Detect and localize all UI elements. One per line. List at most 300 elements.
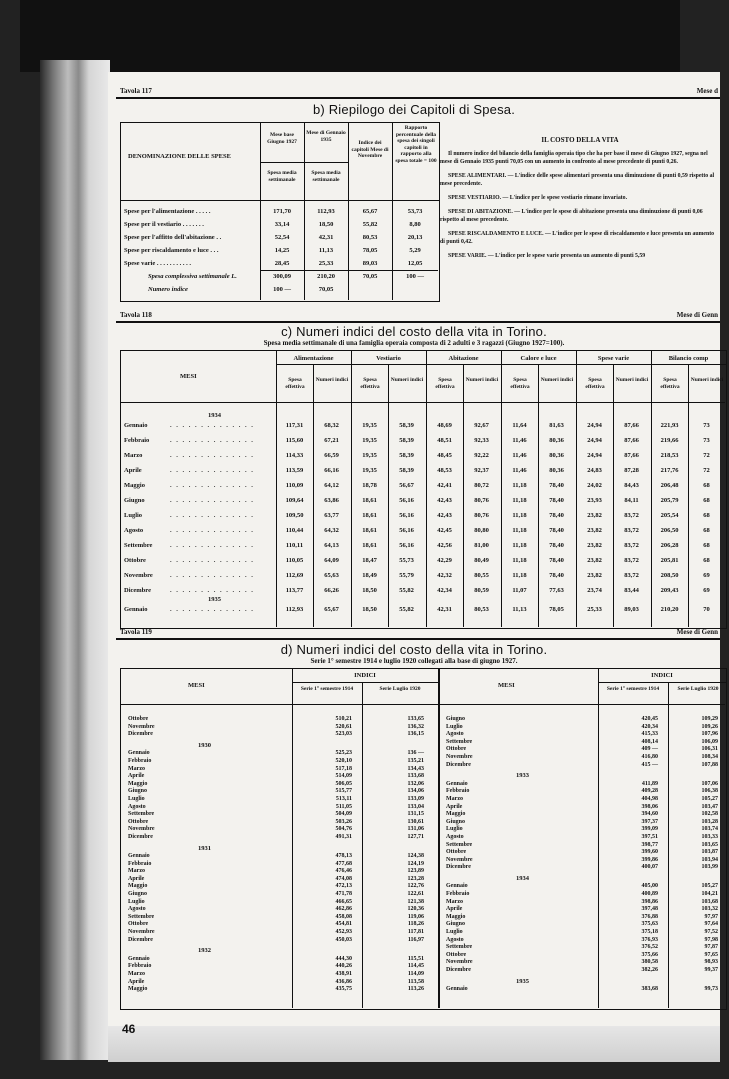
cell-numeri: 69 xyxy=(703,587,710,594)
cell-serie-1914: 376,88 xyxy=(641,913,658,920)
cell-numeri: 58,39 xyxy=(399,437,414,444)
row-month: Febbraio xyxy=(128,757,152,764)
cell-spesa: 19,35 xyxy=(362,452,377,459)
cell-numeri: 66,26 xyxy=(324,587,339,594)
row-month: Novembre xyxy=(128,929,155,935)
cell-spesa: 23,82 xyxy=(587,557,602,564)
cell-numeri: 78,40 xyxy=(549,542,564,549)
cell-numeri: 80,36 xyxy=(549,437,564,444)
cell-numeri: 56,16 xyxy=(399,497,414,504)
paragraph: Il numero indice del bilancio della famiglia operaia tipo che ha per base il mese di Giugno 1927, segna nel mese di Gennaio 1935 punti 70,05 con un aumento in confronto al mese precedente di punti 0,26. xyxy=(440,151,708,165)
row-month: Maggio xyxy=(124,482,145,489)
row-month: Settembre xyxy=(446,738,473,745)
group-header: Abitazione xyxy=(448,355,479,362)
cell-numeri: 83,72 xyxy=(624,527,639,534)
cell-serie-1914: 520,10 xyxy=(335,757,352,764)
cell-spesa: 209,43 xyxy=(660,587,679,594)
cell-serie-1914: 397,51 xyxy=(641,833,658,840)
cell-serie-1920: 133,04 xyxy=(407,803,424,810)
section-b-title: b) Riepilogo dei Capitoli di Spesa. xyxy=(312,102,516,117)
page-number: 46 xyxy=(122,1022,136,1036)
section-c-rule xyxy=(116,321,720,323)
row-month: Agosto xyxy=(128,906,146,913)
row-month: Settembre xyxy=(446,944,473,951)
cell-spesa: 11,18 xyxy=(512,527,527,534)
cell-spesa: 11,46 xyxy=(512,467,527,474)
cell-spesa: 208,50 xyxy=(660,572,679,579)
cell-numeri: 87,66 xyxy=(624,422,639,429)
cell-serie-1920: 127,71 xyxy=(407,833,424,840)
cell-serie-1920: 98,93 xyxy=(704,959,718,966)
year-label: 1935 xyxy=(516,977,529,985)
cell-serie-1920: 115,51 xyxy=(407,955,424,962)
row-label: Spese per l'alimentazione . . . . . xyxy=(124,208,211,215)
cell-spesa: 109,50 xyxy=(285,512,304,519)
row-month: Gennaio xyxy=(128,853,150,859)
row-month: Ottobre xyxy=(128,818,149,825)
cell-serie-1914: 511,05 xyxy=(335,803,352,810)
cell-numeri: 80,80 xyxy=(474,527,489,534)
cell-serie-1914: 409,28 xyxy=(641,788,658,795)
cell-serie-1914: 506,05 xyxy=(335,780,352,787)
cell-serie-1914: 476,46 xyxy=(335,868,352,875)
cell-serie-1914: 420,45 xyxy=(641,716,658,722)
cell-base: 14,25 xyxy=(274,247,290,254)
section-d-sub-rule xyxy=(598,682,726,683)
row-month: Novembre xyxy=(128,723,155,730)
cell-spesa: 23,74 xyxy=(587,587,602,594)
row-month: Giugno xyxy=(446,716,466,722)
col-indici-right: INDICI xyxy=(651,672,673,679)
cell-serie-1914: 399,09 xyxy=(641,826,658,833)
row-month: Gennaio xyxy=(124,422,148,429)
cell-spesa: 205,81 xyxy=(660,557,679,564)
cell-numeri: 68 xyxy=(703,512,710,519)
cell-numeri: 58,39 xyxy=(399,452,414,459)
row-month: Febbraio xyxy=(128,963,152,970)
row-month: Luglio xyxy=(446,826,463,833)
cell-serie-1920: 97,65 xyxy=(704,951,718,958)
cell-serie-1914: 471,78 xyxy=(335,891,352,897)
row-month: Luglio xyxy=(446,929,463,935)
cell-serie-1914: 515,77 xyxy=(335,788,352,795)
row-leader-dots: . . . . . . . . . . . . . . xyxy=(170,542,255,549)
row-month: Maggio xyxy=(128,780,148,787)
cell-spesa: 11,46 xyxy=(512,452,527,459)
cell-spesa: 19,35 xyxy=(362,422,377,429)
cell-numeri: 81,63 xyxy=(549,422,564,429)
cell-spesa: 210,20 xyxy=(660,606,679,613)
cell-spesa: 11,46 xyxy=(512,437,527,444)
cell-serie-1920: 118,26 xyxy=(407,921,424,928)
cell-serie-1914: 440,26 xyxy=(335,963,352,970)
cell-rapporto: 20,13 xyxy=(407,234,423,241)
row-leader-dots: . . . . . . . . . . . . . . xyxy=(170,606,255,613)
cell-numeri: 56,16 xyxy=(399,542,414,549)
cell-serie-1914: 376,93 xyxy=(641,936,658,943)
cell-rapporto: 12,05 xyxy=(407,260,423,267)
cell-spesa: 206,50 xyxy=(660,527,679,534)
cell-rapporto: 8,80 xyxy=(409,221,421,228)
row-leader-dots: . . . . . . . . . . . . . . xyxy=(170,452,255,459)
cell-numeri: 69 xyxy=(703,572,710,579)
cell-numeri: 58,39 xyxy=(399,422,414,429)
row-month: Febbraio xyxy=(124,437,150,444)
cell-spesa: 42,45 xyxy=(437,527,452,534)
section-b-sub-rule xyxy=(260,162,348,163)
section-d-rule xyxy=(116,638,720,640)
cell-serie-1914: 416,80 xyxy=(641,754,658,760)
cell-serie-1920: 122,76 xyxy=(407,883,424,890)
cell-serie-1914: 400,89 xyxy=(641,891,658,897)
sub-header-numeri: Numeri indici xyxy=(315,377,349,383)
col-denominazione: DENOMINAZIONE DELLE SPESE xyxy=(128,153,231,160)
cell-serie-1920: 102,58 xyxy=(701,811,718,818)
table-number-117: Tavola 117 xyxy=(120,87,152,95)
table-number-118: Tavola 118 xyxy=(120,311,152,319)
cell-spesa: 11,18 xyxy=(512,512,527,519)
cell-spesa: 11,18 xyxy=(512,572,527,579)
cell-numeri: 78,05 xyxy=(549,606,564,613)
cell-serie-1920: 105,27 xyxy=(701,795,718,802)
cell-spesa: 218,53 xyxy=(660,452,679,459)
cell-spesa: 11,18 xyxy=(512,557,527,564)
cell-spesa: 23,82 xyxy=(587,512,602,519)
col-serie-1920-right: Serie Luglio 1920 xyxy=(677,686,719,692)
group-header: Alimentazione xyxy=(293,355,334,362)
cell-serie-1914: 398,06 xyxy=(641,803,658,810)
paragraph: SPESE VESTIARIO. — L'indice per le spese vestiario rimane invariato. xyxy=(448,195,628,201)
cell-mese: 25,33 xyxy=(318,260,334,267)
cell-serie-1920: 106,09 xyxy=(701,738,718,745)
section-d-header-rule xyxy=(120,704,725,705)
cell-numeri: 80,36 xyxy=(549,452,564,459)
row-month: Novembre xyxy=(446,754,473,760)
cell-spesa: 48,53 xyxy=(437,467,452,474)
section-d-center-divider xyxy=(438,668,440,1008)
sub-header-spesa: Spesa effettiva xyxy=(285,377,305,390)
header-rule xyxy=(116,97,720,99)
cell-serie-1914: 397,48 xyxy=(641,906,658,913)
cell-serie-1914: 383,68 xyxy=(641,986,658,993)
row-month: Settembre xyxy=(446,841,473,848)
cell-spesa: 11,18 xyxy=(512,497,527,504)
cell-serie-1914: 450,03 xyxy=(335,936,352,943)
cell-numeri: 68 xyxy=(703,557,710,564)
row-month: Ottobre xyxy=(128,716,149,722)
row-month: Novembre xyxy=(446,959,473,966)
cell-spesa: 11,07 xyxy=(512,587,527,594)
cell-serie-1914: 466,65 xyxy=(335,898,352,905)
row-month: Aprile xyxy=(446,906,463,913)
cell-serie-1920: 114,09 xyxy=(407,970,424,977)
row-month: Aprile xyxy=(446,803,463,810)
cell-serie-1914: 405,00 xyxy=(641,883,658,890)
cell-spesa: 110,09 xyxy=(285,482,304,489)
cell-serie-1920: 97,98 xyxy=(704,936,718,943)
cell-serie-1920: 105,27 xyxy=(701,883,718,890)
row-month: Aprile xyxy=(124,467,142,474)
cell-serie-1920: 136,15 xyxy=(407,731,424,738)
cell-spesa: 18,49 xyxy=(362,572,377,579)
cell-serie-1914: 454,81 xyxy=(335,921,352,928)
cell-numeri: 78,40 xyxy=(549,557,564,564)
cell-numeri: 68,32 xyxy=(324,422,339,429)
group-header: Calore e luce xyxy=(520,355,557,362)
row-month: Dicembre xyxy=(128,936,153,943)
cell-serie-1920: 132,06 xyxy=(407,780,424,787)
cell-serie-1914: 420,34 xyxy=(641,723,658,730)
cell-serie-1920: 104,21 xyxy=(701,891,718,897)
cell-spesa: 113,77 xyxy=(285,587,304,594)
sub-header-numeri: Numeri indici xyxy=(540,377,574,383)
cell-numeri: 84,11 xyxy=(624,497,639,504)
cell-serie-1914: 462,86 xyxy=(335,906,352,913)
cell-spesa: 42,41 xyxy=(437,482,452,489)
cell-spesa: 18,50 xyxy=(362,587,377,594)
row-month: Maggio xyxy=(128,986,148,993)
cell-numeri: 92,33 xyxy=(474,437,489,444)
cell-spesa: 25,33 xyxy=(587,606,602,613)
cell-serie-1914: 513,11 xyxy=(335,795,352,802)
row-leader-dots: . . . . . . . . . . . . . . xyxy=(170,572,255,579)
cell-numeri: 78,40 xyxy=(549,482,564,489)
cell-rapporto: 100 — xyxy=(406,273,424,280)
cell-serie-1920: 103,33 xyxy=(701,833,718,840)
cell-numeri: 87,28 xyxy=(624,467,639,474)
cell-spesa: 23,82 xyxy=(587,527,602,534)
cell-spesa: 205,79 xyxy=(660,497,679,504)
cell-serie-1914: 474,08 xyxy=(335,875,352,882)
sub-header-spesa: Spesa effettiva xyxy=(510,377,530,390)
top-dark-band xyxy=(20,0,680,72)
cell-mese: 11,13 xyxy=(318,247,334,254)
cell-spesa: 42,31 xyxy=(437,606,452,613)
col-mese-gennaio: Mese di Gennaio 1935 xyxy=(306,130,346,143)
cell-spesa: 23,93 xyxy=(587,497,602,504)
row-month: Giugno xyxy=(446,818,466,825)
cell-numeri: 72 xyxy=(703,452,710,459)
cell-numeri: 73 xyxy=(703,422,710,429)
cell-serie-1920: 99,73 xyxy=(704,986,718,993)
cell-spesa: 24,94 xyxy=(587,422,602,429)
cell-numeri: 80,72 xyxy=(474,482,489,489)
row-month: Gennaio xyxy=(128,955,150,962)
cell-serie-1914: 504,09 xyxy=(335,811,352,818)
row-leader-dots: . . . . . . . . . . . . . . xyxy=(170,497,255,504)
cell-serie-1914: 438,91 xyxy=(335,970,352,977)
row-month: Agosto xyxy=(446,833,464,840)
cell-serie-1920: 103,47 xyxy=(701,803,718,810)
sub-header-spesa: Spesa effettiva xyxy=(435,377,455,390)
paragraph: SPESE VARIE. — L'indice per le spese varie presenta un aumento di punti 5,59 xyxy=(448,253,646,259)
cell-serie-1914: 514,09 xyxy=(335,773,352,780)
cell-numeri: 80,59 xyxy=(474,587,489,594)
year-1935-label: 1935 xyxy=(208,596,221,603)
header-right-note: Mese d xyxy=(696,87,718,95)
cell-serie-1920: 103,65 xyxy=(701,841,718,848)
row-month: Dicembre xyxy=(446,761,471,768)
row-month: Settembre xyxy=(124,542,153,549)
cell-serie-1920: 113,58 xyxy=(407,978,424,985)
row-month: Marzo xyxy=(128,868,145,875)
row-month: Marzo xyxy=(446,795,463,802)
cell-serie-1914: 398,77 xyxy=(641,841,658,848)
cell-numeri: 65,67 xyxy=(324,606,339,613)
paragraph: SPESE ALIMENTARI. — L'indice delle spese alimentari presenta una diminuzione di punti 0,59 rispetto al mese precedente. xyxy=(440,173,715,187)
cell-serie-1914: 376,52 xyxy=(641,944,658,951)
sub-header-numeri: Numeri indici xyxy=(615,377,649,383)
cell-serie-1914: 525,23 xyxy=(335,750,352,757)
cell-serie-1914: 394,60 xyxy=(641,811,658,818)
row-month: Gennaio xyxy=(128,750,150,757)
cell-indice: 65,67 xyxy=(362,208,378,215)
cell-numeri: 92,67 xyxy=(474,422,489,429)
cell-rapporto: 5,29 xyxy=(409,247,421,254)
cell-serie-1914: 517,18 xyxy=(335,765,352,772)
cell-spesa: 11,13 xyxy=(512,606,527,613)
cell-spesa: 18,50 xyxy=(362,606,377,613)
cell-serie-1914: 415,33 xyxy=(641,731,658,738)
cell-serie-1914: 477,68 xyxy=(335,860,352,867)
cell-spesa: 23,82 xyxy=(587,572,602,579)
row-leader-dots: . . . . . . . . . . . . . . xyxy=(170,467,255,474)
cell-numeri: 68 xyxy=(703,527,710,534)
cell-spesa: 11,64 xyxy=(512,422,527,429)
row-month: Gennaio xyxy=(124,606,148,613)
paragraph: SPESE RISCALDAMENTO E LUCE. — L'indice per le spese di riscaldamento e luce presenta un aumento di punti 0,42. xyxy=(440,231,715,245)
section-c-title: c) Numeri indici del costo della vita in Torino. xyxy=(281,324,547,339)
cell-numeri: 89,03 xyxy=(624,606,639,613)
cell-numeri: 63,86 xyxy=(324,497,339,504)
cell-numeri: 80,49 xyxy=(474,557,489,564)
cell-serie-1914: 375,63 xyxy=(641,921,658,928)
cell-serie-1914: 404,98 xyxy=(641,795,658,802)
row-month: Luglio xyxy=(128,795,145,802)
year-label: 1932 xyxy=(198,947,211,955)
cell-numeri: 77,63 xyxy=(549,587,564,594)
row-month: Ottobre xyxy=(128,921,149,928)
cell-spesa: 48,45 xyxy=(437,452,452,459)
cell-serie-1914: 409 — xyxy=(641,746,658,753)
cell-serie-1914: 472,13 xyxy=(335,883,352,890)
sub-header-numeri: Numeri indici xyxy=(390,377,424,383)
row-leader-dots: . . . . . . . . . . . . . . xyxy=(170,527,255,534)
row-month: Aprile xyxy=(128,978,145,985)
cell-numeri: 68 xyxy=(703,497,710,504)
cell-indice: 89,03 xyxy=(362,260,378,267)
cell-numeri: 83,72 xyxy=(624,557,639,564)
year-label: 1934 xyxy=(516,874,529,882)
cell-serie-1920: 97,97 xyxy=(704,913,718,920)
row-leader-dots: . . . . . . . . . . . . . . xyxy=(170,512,255,519)
cell-serie-1914: 375,66 xyxy=(641,951,658,958)
row-month: Novembre xyxy=(124,572,153,579)
cell-serie-1914: 380,58 xyxy=(641,959,658,966)
cell-serie-1914: 375,18 xyxy=(641,929,658,935)
cell-numeri: 56,16 xyxy=(399,527,414,534)
cell-numeri: 68 xyxy=(703,542,710,549)
cell-serie-1920: 133,68 xyxy=(407,773,424,780)
row-month: Marzo xyxy=(128,970,145,977)
cell-numeri: 78,40 xyxy=(549,572,564,579)
section-d-col-divider xyxy=(292,668,293,1008)
cell-serie-1914: 510,21 xyxy=(335,716,352,722)
costo-vita-text xyxy=(440,150,720,266)
cell-spesa: 42,43 xyxy=(437,512,452,519)
cell-numeri: 83,72 xyxy=(624,572,639,579)
cell-serie-1920: 113,26 xyxy=(407,986,424,993)
col-spesa-media-base: Spesa media settimanale xyxy=(267,170,297,183)
cell-numeri: 65,63 xyxy=(324,572,339,579)
row-month: Dicembre xyxy=(446,967,471,973)
row-month: Settembre xyxy=(128,913,155,920)
col-mesi-d-right: MESI xyxy=(498,682,515,689)
cell-serie-1914: 399,86 xyxy=(641,856,658,863)
row-month: Dicembre xyxy=(128,731,153,738)
document-page xyxy=(108,72,724,1062)
group-header: Spese varie xyxy=(597,355,630,362)
row-month: Luglio xyxy=(128,898,145,905)
cell-serie-1920: 103,68 xyxy=(701,898,718,905)
cell-serie-1920: 103,94 xyxy=(701,856,718,863)
sub-header-spesa: Spesa effettiva xyxy=(360,377,380,390)
cell-spesa: 117,31 xyxy=(285,422,304,429)
cell-numeri: 66,16 xyxy=(324,467,339,474)
cell-spesa: 42,29 xyxy=(437,557,452,564)
cell-spesa: 18,61 xyxy=(362,527,377,534)
row-month: Marzo xyxy=(124,452,143,459)
cell-numeri: 70 xyxy=(703,606,710,613)
year-label: 1931 xyxy=(198,844,211,852)
cell-numeri: 92,37 xyxy=(474,467,489,474)
cell-spesa: 42,34 xyxy=(437,587,452,594)
cell-serie-1920: 123,89 xyxy=(407,868,424,875)
cell-numeri: 83,72 xyxy=(624,542,639,549)
cell-serie-1914: 503,26 xyxy=(335,818,352,825)
cell-serie-1920: 103,99 xyxy=(701,864,718,871)
row-month: Giugno xyxy=(128,891,148,897)
row-month: Gennaio xyxy=(446,986,468,993)
cell-serie-1920: 135,21 xyxy=(407,757,424,764)
cell-serie-1920: 103,32 xyxy=(701,906,718,913)
col-mesi-d-left: MESI xyxy=(188,682,205,689)
cell-numeri: 55,82 xyxy=(399,587,414,594)
cell-serie-1914: 444,30 xyxy=(335,955,352,962)
cell-spesa: 24,94 xyxy=(587,437,602,444)
cell-serie-1920: 106,38 xyxy=(701,788,718,795)
row-leader-dots: . . . . . . . . . . . . . . xyxy=(170,587,255,594)
cell-serie-1920: 97,87 xyxy=(704,944,718,951)
cell-numeri: 92,22 xyxy=(474,452,489,459)
cell-serie-1914: 400,07 xyxy=(641,864,658,871)
cell-numeri: 83,44 xyxy=(624,587,639,594)
cell-serie-1920: 131,06 xyxy=(407,826,424,833)
cell-serie-1920: 136,32 xyxy=(407,723,424,730)
row-month: Febbraio xyxy=(128,860,152,867)
section-c-subtitle: Spesa media settimanale di una famiglia operaia composta di 2 adulti e 3 ragazzi (Giugno 1927=100). xyxy=(263,339,565,347)
cell-numeri: 80,36 xyxy=(549,467,564,474)
col-mese-base: Mese base Giugno 1927 xyxy=(267,132,297,145)
row-month: Luglio xyxy=(124,512,143,519)
row-month: Agosto xyxy=(446,731,464,738)
cell-numeri: 83,72 xyxy=(624,512,639,519)
cell-serie-1920: 130,61 xyxy=(407,818,424,825)
row-month: Dicembre xyxy=(128,833,153,840)
row-month: Ottobre xyxy=(446,951,467,958)
cell-serie-1914: 397,37 xyxy=(641,818,658,825)
cell-serie-1920: 133,09 xyxy=(407,795,424,802)
